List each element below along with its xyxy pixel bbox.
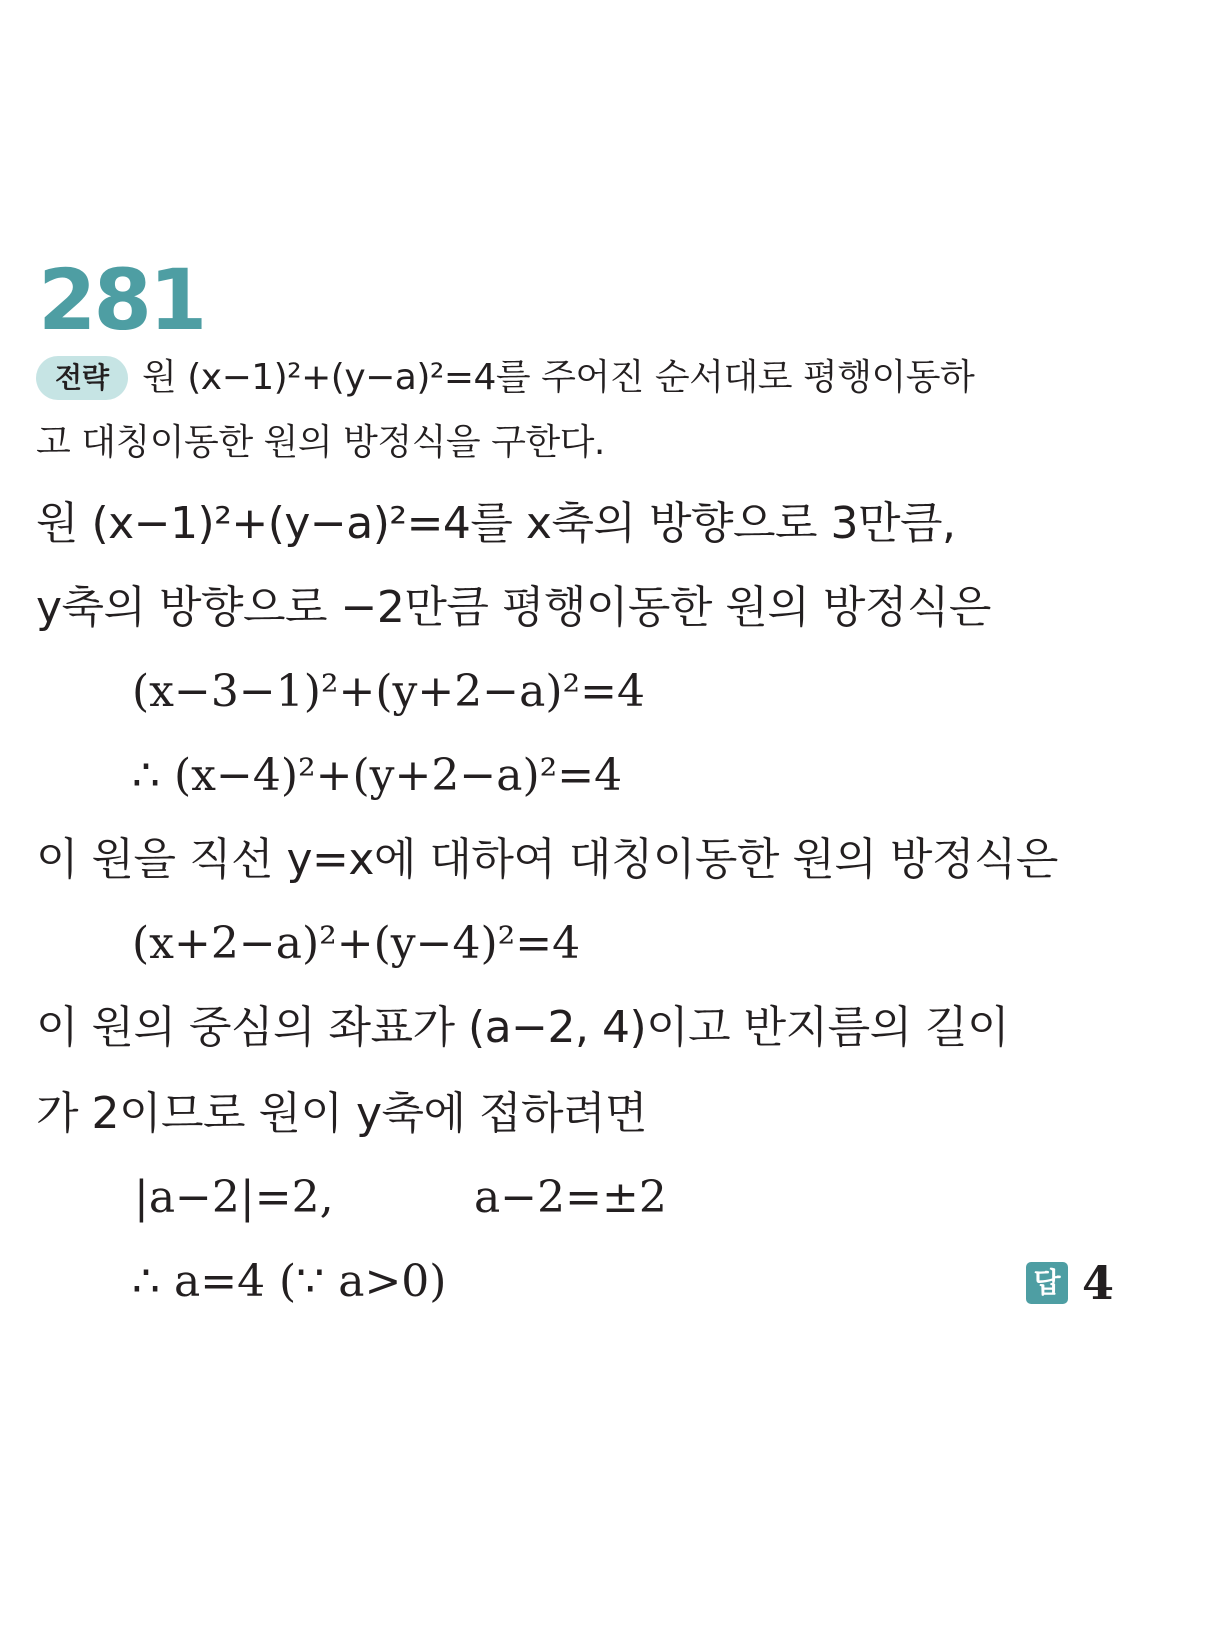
solution-text-line-4: 이 원의 중심의 좌표가 (a−2, 4)이고 반지름의 길이	[36, 1002, 1010, 1053]
solution-text-line-3: 이 원을 직선 y=x에 대하여 대칭이동한 원의 방정식은	[36, 834, 1058, 885]
solution-text-line-1: 원 (x−1)²+(y−a)²=4를 x축의 방향으로 3만큼,	[36, 498, 956, 549]
equation-3: (x+2−a)²+(y−4)²=4	[132, 918, 581, 969]
strategy-text-line-1: 원 (x−1)²+(y−a)²=4를 주어진 순서대로 평행이동하	[142, 357, 975, 398]
answer-value: 4	[1082, 1256, 1115, 1310]
equation-2: ∴ (x−4)²+(y+2−a)²=4	[132, 750, 623, 801]
answer-label-badge: 답	[1026, 1262, 1068, 1304]
strategy-text-line-2: 고 대칭이동한 원의 방정식을 구한다.	[36, 422, 605, 463]
equation-5: ∴ a=4 (∵ a>0)	[132, 1256, 447, 1307]
solution-text-line-2: y축의 방향으로 −2만큼 평행이동한 원의 방정식은	[36, 582, 991, 633]
strategy-badge: 전략	[36, 356, 128, 400]
solution-text-line-5: 가 2이므로 원이 y축에 접하려면	[36, 1088, 648, 1139]
equation-1: (x−3−1)²+(y+2−a)²=4	[132, 666, 646, 717]
equation-4-solved: a−2=±2	[474, 1172, 667, 1223]
equation-4-absolute: |a−2|=2,	[134, 1172, 334, 1223]
problem-number: 281	[38, 251, 205, 349]
